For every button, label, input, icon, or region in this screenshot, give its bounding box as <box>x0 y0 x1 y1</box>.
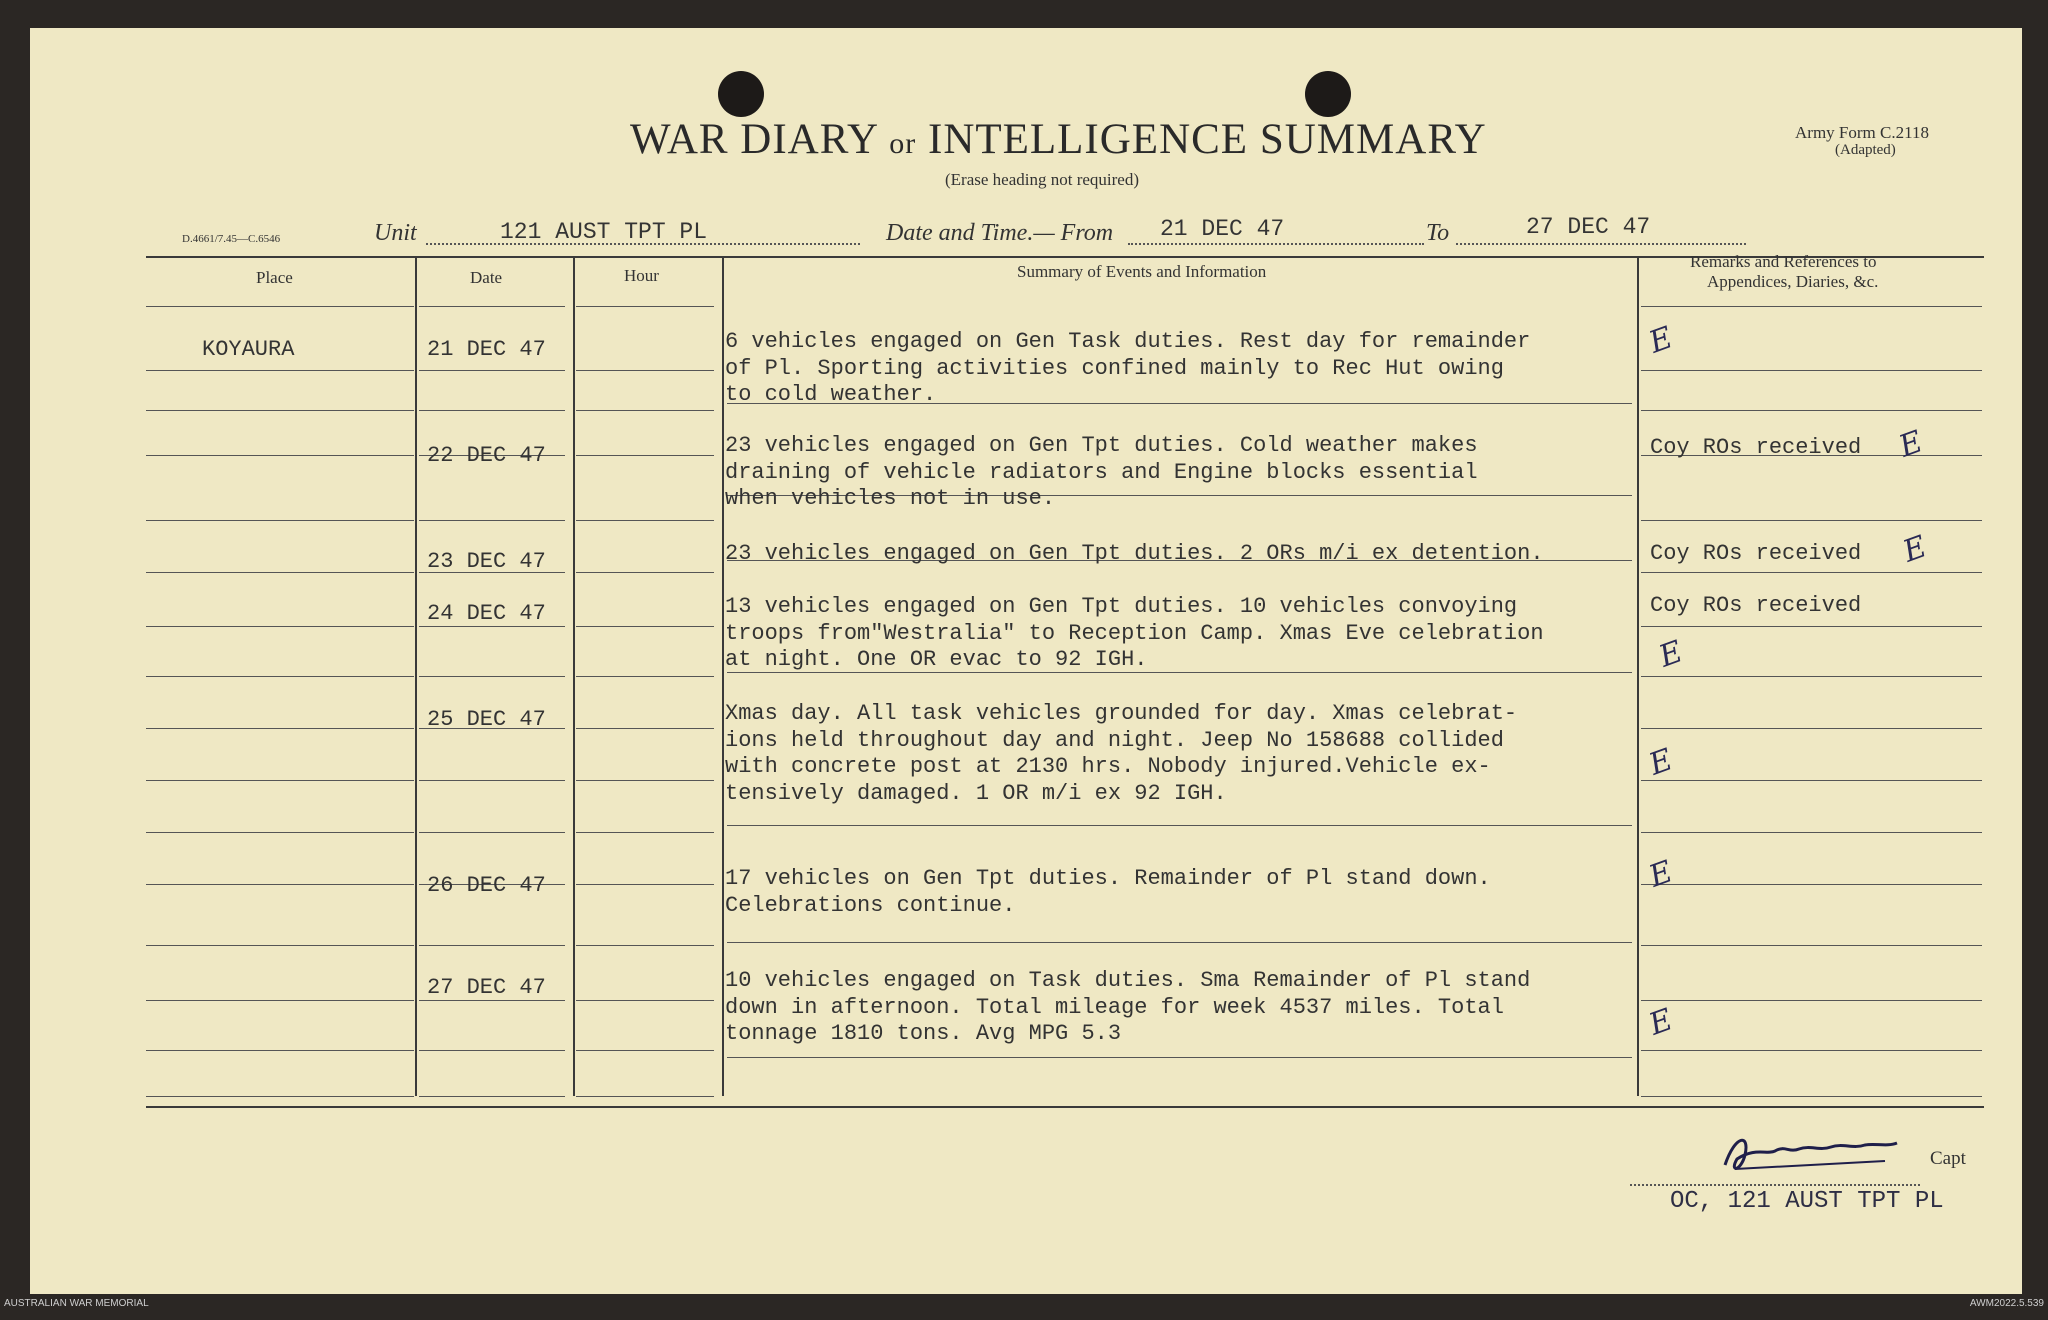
ruled-line <box>576 945 714 946</box>
ruled-line <box>146 572 414 573</box>
ruled-line <box>576 520 714 521</box>
entry-date: 22 DEC 47 <box>427 443 546 468</box>
remark-text: Coy ROs received <box>1650 541 1862 566</box>
entry-date: 23 DEC 47 <box>427 549 546 574</box>
summary-line: 6 vehicles engaged on Gen Task duties. Rest day for remainder <box>725 329 1531 354</box>
ruled-line <box>146 884 414 885</box>
army-form-adapted: (Adapted) <box>1835 142 1896 158</box>
ruled-line <box>146 455 414 456</box>
unit-label: Unit <box>374 220 417 246</box>
ruled-line <box>576 572 714 573</box>
column-header-place: Place <box>256 268 293 287</box>
ruled-line <box>1641 884 1982 885</box>
summary-line: troops from"Westralia" to Reception Camp. Xmas Eve celebration <box>725 620 1544 646</box>
summary-line: down in afternoon. Total mileage for week 4537 miles. Total <box>725 994 1504 1020</box>
punch-hole-right <box>1305 71 1351 117</box>
entry-date: 21 DEC 47 <box>427 337 546 362</box>
summary-line: draining of vehicle radiators and Engine blocks essential <box>725 459 1478 485</box>
summary-line: ions held throughout day and night. Jeep No 158688 collided <box>725 727 1504 753</box>
summary-line: 10 vehicles engaged on Task duties. Sma Remainder of Pl stand <box>725 968 1531 993</box>
title-subtitle: (Erase heading not required) <box>945 170 1139 189</box>
column-divider-date <box>573 256 575 1096</box>
ruled-line <box>1641 370 1982 371</box>
ruled-line <box>146 832 414 833</box>
entry-date: 24 DEC 47 <box>427 601 546 626</box>
summary-line: to cold weather. <box>725 382 937 407</box>
ruled-line <box>419 780 565 781</box>
ruled-line <box>419 1050 565 1051</box>
column-divider-summary <box>1637 256 1639 1096</box>
summary-line: tonnage 1810 tons. Avg MPG 5.3 <box>725 1021 1122 1046</box>
summary-line: 23 vehicles engaged on Gen Tpt duties. 2 ORs m/i ex detention. <box>725 541 1544 566</box>
entry-summary <box>725 701 1517 807</box>
summary-line: 17 vehicles on Gen Tpt duties. Remainder of Pl stand down. <box>725 866 1491 891</box>
entry-date: 25 DEC 47 <box>427 707 546 732</box>
summary-line: when vehicles not in use. <box>725 486 1056 511</box>
print-code: D.4661/7.45—C.6546 <box>182 233 281 245</box>
ruled-line <box>1641 520 1982 521</box>
ruled-line <box>419 676 565 677</box>
ruled-line <box>727 825 1632 826</box>
handwritten-signature <box>1715 1125 1905 1185</box>
ruled-line <box>1641 945 1982 946</box>
ruled-line <box>1641 626 1982 627</box>
ruled-line <box>419 1000 565 1001</box>
ruled-line <box>146 520 414 521</box>
footer-left: AUSTRALIAN WAR MEMORIAL <box>4 1298 149 1309</box>
entry-summary <box>725 433 1478 513</box>
ruled-line <box>1641 410 1982 411</box>
table-bottom-border <box>146 1106 1984 1108</box>
ruled-line <box>576 306 714 307</box>
ruled-line <box>576 1000 714 1001</box>
column-divider-hour <box>722 256 724 1096</box>
unit-value: 121 AUST TPT PL <box>500 219 708 245</box>
entry-summary <box>725 541 1544 568</box>
ruled-line <box>419 832 565 833</box>
entry-date: 27 DEC 47 <box>427 975 546 1000</box>
ruled-line <box>576 455 714 456</box>
ruled-line <box>576 410 714 411</box>
ruled-line <box>1641 780 1982 781</box>
entry-summary <box>725 329 1530 409</box>
ruled-line <box>146 626 414 627</box>
ruled-line <box>1641 832 1982 833</box>
footer-right: AWM2022.5.539 <box>1969 1298 2044 1309</box>
entry-summary <box>725 594 1544 674</box>
title-part2: INTELLIGENCE SUMMARY <box>928 116 1487 163</box>
date-from-dotted-line <box>1128 243 1424 245</box>
ruled-line <box>419 1096 565 1097</box>
date-label: Date and Time.— From <box>886 220 1114 246</box>
ruled-line <box>146 676 414 677</box>
ruled-line <box>1641 676 1982 677</box>
ruled-line <box>146 1000 414 1001</box>
handwritten-initials: E <box>1644 1002 1678 1043</box>
ruled-line <box>419 306 565 307</box>
ruled-line <box>1641 1096 1982 1097</box>
punch-hole-left <box>718 71 764 117</box>
ruled-line <box>419 520 565 521</box>
place-koyaura: KOYAURA <box>202 337 295 362</box>
ruled-line <box>146 306 414 307</box>
ruled-line <box>419 370 565 371</box>
handwritten-initials: E <box>1898 529 1932 570</box>
ruled-line <box>1641 1000 1982 1001</box>
summary-line: 23 vehicles engaged on Gen Tpt duties. Cold weather makes <box>725 433 1478 458</box>
ruled-line <box>419 945 565 946</box>
remark-text: Coy ROs received <box>1650 593 1862 618</box>
entry-summary <box>725 968 1530 1048</box>
ruled-line <box>146 1050 414 1051</box>
summary-line: at night. One OR evac to 92 IGH. <box>725 647 1148 672</box>
ruled-line <box>146 945 414 946</box>
ruled-line <box>576 780 714 781</box>
title-part1: WAR DIARY <box>630 116 878 163</box>
ruled-line <box>146 728 414 729</box>
summary-line: 13 vehicles engaged on Gen Tpt duties. 10 vehicles convoying <box>725 594 1518 619</box>
remark-text: Coy ROs received <box>1650 435 1862 460</box>
ruled-line <box>146 780 414 781</box>
ruled-line <box>419 410 565 411</box>
date-to-value: 27 DEC 47 <box>1526 214 1651 240</box>
entry-date: 26 DEC 47 <box>427 873 546 898</box>
date-to-dotted-line <box>1456 243 1746 245</box>
ruled-line <box>576 728 714 729</box>
ruled-line <box>576 676 714 677</box>
handwritten-initials: E <box>1644 854 1678 895</box>
summary-line: Xmas day. All task vehicles grounded for day. Xmas celebrat- <box>725 701 1518 726</box>
summary-line: with concrete post at 2130 hrs. Nobody injured.Vehicle ex- <box>725 754 1491 779</box>
ruled-line <box>576 626 714 627</box>
ruled-line <box>146 1096 414 1097</box>
summary-line: tensively damaged. 1 OR m/i ex 92 IGH. <box>725 780 1227 806</box>
ruled-line <box>727 942 1632 943</box>
ruled-line <box>727 1057 1632 1058</box>
capt-label: Capt <box>1930 1148 1966 1169</box>
handwritten-initials: E <box>1644 742 1678 783</box>
ruled-line <box>1641 1050 1982 1051</box>
ruled-line <box>1641 306 1982 307</box>
column-header-hour: Hour <box>624 266 659 285</box>
ruled-line <box>576 832 714 833</box>
column-header-date: Date <box>470 268 503 287</box>
ruled-line <box>1641 572 1982 573</box>
oc-stamp: OC, 121 AUST TPT PL <box>1670 1188 1944 1215</box>
summary-line: Celebrations continue. <box>725 892 1016 918</box>
column-header-remarks-1: Remarks and References to <box>1690 252 1877 271</box>
date-to-label: To <box>1426 220 1450 246</box>
signature-dotted-line <box>1630 1184 1920 1186</box>
page-title <box>630 115 1487 164</box>
entry-summary <box>725 866 1491 919</box>
summary-line: of Pl. Sporting activities confined mainly to Rec Hut owing <box>725 355 1504 381</box>
ruled-line <box>1641 728 1982 729</box>
ruled-line <box>576 370 714 371</box>
ruled-line <box>146 410 414 411</box>
title-or: or <box>889 127 917 160</box>
army-form-number: Army Form C.2118 <box>1795 123 1929 142</box>
ruled-line <box>576 1096 714 1097</box>
column-header-summary: Summary of Events and Information <box>1017 262 1267 281</box>
ruled-line <box>576 1050 714 1051</box>
ruled-line <box>576 884 714 885</box>
handwritten-initials: E <box>1654 634 1688 675</box>
ruled-line <box>146 370 414 371</box>
ruled-line <box>419 626 565 627</box>
handwritten-initials: E <box>1644 320 1678 361</box>
date-from-value: 21 DEC 47 <box>1160 216 1285 242</box>
column-header-remarks-2: Appendices, Diaries, &c. <box>1707 272 1879 291</box>
column-divider-place <box>415 256 417 1096</box>
handwritten-initials: E <box>1894 424 1928 465</box>
